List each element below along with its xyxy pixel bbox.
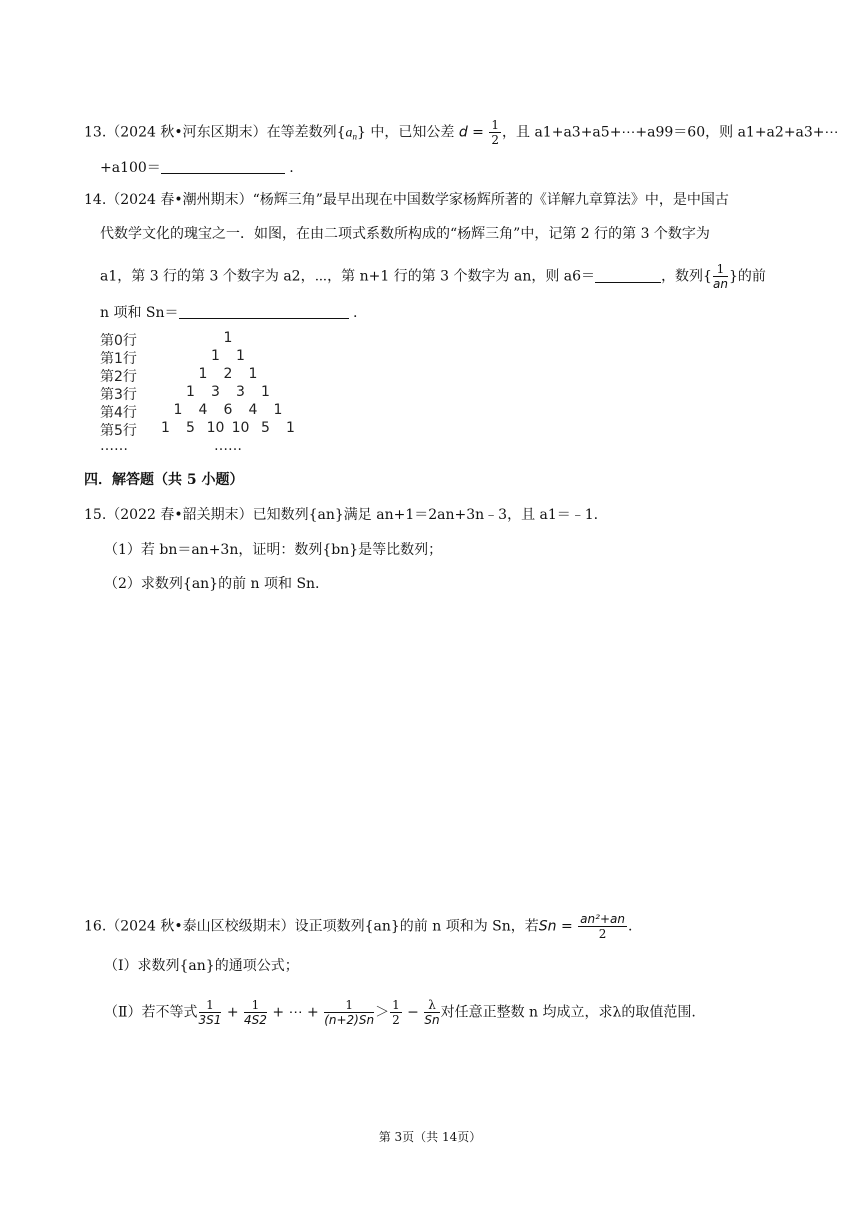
q16-last-term	[324, 998, 374, 1027]
triangle-number: 1	[173, 402, 183, 418]
q16-gt: ＞	[375, 1004, 390, 1021]
triangle-number: 1	[198, 366, 208, 382]
triangle-number: 10	[231, 420, 250, 436]
triangle-row-1	[100, 348, 300, 366]
q14-line1	[84, 190, 729, 210]
triangle-row-0	[100, 330, 300, 348]
triangle-number: 4	[248, 402, 258, 418]
q13-number: 13.	[84, 124, 107, 141]
q15-part2: （2）求数列{an}的前 n 项和 Sn.	[104, 576, 320, 592]
triangle-number: 1	[161, 420, 170, 436]
q16-part1: （Ⅰ）求数列{an}的通项公式；	[104, 958, 299, 974]
q16-plus1: +	[222, 1004, 244, 1021]
q16-line1-end: .	[627, 918, 633, 935]
q16-lam-den: Sn	[424, 1013, 440, 1027]
q16-part2	[104, 998, 696, 1027]
triangle-row-label: 第0行	[100, 333, 137, 349]
q16-minus: −	[402, 1004, 424, 1021]
q16-sn-label: Sn	[538, 918, 557, 935]
triangle-number: 1	[236, 348, 245, 364]
triangle-row-5	[100, 420, 300, 438]
q16-source: （2024 秋•泰山区校级期末）	[106, 918, 295, 935]
triangle-number: 1	[223, 330, 233, 346]
q14-line3	[100, 262, 766, 291]
q15-source: （2022 春•韶关期末）	[106, 507, 253, 523]
q13-text3: ，且 a1+a3+a5+⋯+a99＝60，则 a1+a2+a3+⋯	[502, 124, 839, 141]
triangle-row-2	[100, 366, 300, 384]
q16-part2a: （Ⅱ）若不等式	[104, 1004, 198, 1021]
triangle-number: 1	[248, 366, 258, 382]
q14-line4	[100, 303, 357, 323]
triangle-number: 10	[206, 420, 225, 436]
q13-line1	[84, 118, 839, 147]
triangle-number: 1	[186, 384, 195, 400]
q16-lam-num: λ	[424, 998, 439, 1013]
q16-half	[390, 998, 402, 1027]
q13-answer-blank[interactable]	[161, 159, 285, 174]
q16-last-num: 1	[324, 998, 374, 1013]
q16-last-den: (n+2)Sn	[324, 1013, 375, 1027]
triangle-number: 5	[186, 420, 195, 436]
q13-source: （2024 秋•河东区期末）	[106, 124, 267, 141]
q13-line2-text: +a100＝	[100, 160, 161, 176]
q14-line3a: a1，第 3 行的第 3 个数字为 a2，⋯，第 n+1 行的第 3 个数字为 an，则 a6＝	[100, 268, 596, 285]
q16-part2b: 对任意正整数 n 均成立，求λ的取值范围.	[440, 1004, 696, 1021]
triangle-row-label: 第5行	[100, 423, 137, 439]
q15-line1-text: 已知数列{an}满足 an+1＝2an+3n﹣3，且 a1＝﹣1.	[252, 507, 599, 523]
q14-number: 14.	[84, 192, 107, 208]
q16-plus2: + ⋯ +	[267, 1004, 324, 1021]
q14-frac-den: an	[712, 277, 728, 291]
q16-line1	[84, 912, 632, 941]
yanghui-triangle-figure	[100, 330, 300, 458]
triangle-number: 2	[223, 366, 233, 382]
q15-number: 15.	[84, 507, 107, 523]
q14-source: （2024 春•潮州期末）	[106, 192, 253, 208]
triangle-number: 5	[261, 420, 270, 436]
q14-line4a: n 项和 Sn＝	[100, 305, 179, 321]
q16-term1-num: 1	[199, 998, 222, 1013]
q13-text2: } 中，已知公差	[357, 124, 455, 141]
q14-fraction	[713, 262, 728, 291]
q16-term1-den: 3S1	[198, 1013, 222, 1027]
triangle-row-3	[100, 384, 300, 402]
q13-d-den: 2	[491, 133, 500, 147]
q13-d-num: 1	[491, 118, 500, 132]
q15-part1: （1）若 bn＝an+3n，证明：数列{bn}是等比数列；	[104, 542, 443, 558]
section4-title: 四．解答题（共 5 小题）	[84, 472, 244, 488]
q13-an: a	[345, 125, 353, 141]
triangle-row-4	[100, 402, 300, 420]
q16-line1a: 设正项数列{an}的前 n 项和为 Sn，若	[294, 918, 539, 935]
q16-term2-num: 1	[244, 998, 267, 1013]
triangle-number: 1	[273, 402, 283, 418]
q14-line3c: }的前	[728, 268, 766, 285]
q14-a6-blank[interactable]	[595, 268, 661, 283]
q16-half-den: 2	[392, 1013, 400, 1027]
triangle-number: 1	[211, 348, 220, 364]
triangle-number: 3	[211, 384, 220, 400]
q16-term-1	[199, 998, 222, 1027]
q13-d-label: d	[458, 124, 468, 141]
q14-line2-text: 代数学文化的瑰宝之一．如图，在由二项式系数所构成的“杨辉三角”中，记第 2 行的第 3 个数字为	[100, 226, 710, 242]
triangle-row-label: 第1行	[100, 351, 137, 367]
q14-line1-text: “杨辉三角”最早出现在中国数学家杨辉所著的《详解九章算法》中，是中国古	[252, 192, 729, 208]
q15-line1	[84, 505, 598, 525]
q13-line2-end: .	[284, 160, 294, 176]
q14-sn-blank[interactable]	[179, 304, 349, 319]
triangle-number: 3	[236, 384, 245, 400]
triangle-number: 1	[261, 384, 270, 400]
triangle-number: 1	[286, 420, 295, 436]
page-footer: 第 3页（共 14页）	[378, 1130, 482, 1144]
q13-d-fraction	[489, 118, 501, 147]
q16-sn-fraction	[578, 912, 627, 941]
triangle-ellipsis-row	[100, 438, 300, 456]
triangle-number: 4	[198, 402, 208, 418]
triangle-number: 6	[223, 402, 233, 418]
q14-frac-num: 1	[713, 262, 728, 277]
q16-term2-den: 4S2	[244, 1013, 267, 1027]
q16-number: 16.	[84, 918, 107, 935]
q16-frac-den: 2	[598, 927, 607, 941]
q14-line3b: ，数列{	[661, 268, 712, 285]
q16-term-2	[244, 998, 267, 1027]
q13-d-eq: =	[467, 124, 489, 141]
q14-line2	[100, 224, 710, 244]
q14-line4-end: .	[348, 305, 358, 321]
q13-line2	[100, 158, 294, 178]
q13-an-sub: n	[352, 131, 358, 142]
q16-eq: =	[556, 918, 578, 935]
q16-half-num: 1	[392, 998, 400, 1012]
triangle-row-label: 第3行	[100, 387, 137, 403]
q16-lambda-frac	[424, 998, 439, 1027]
q16-frac-num: an²+an	[580, 912, 625, 926]
triangle-ellipsis-right: ……	[214, 438, 242, 454]
triangle-row-label: 第4行	[100, 405, 137, 421]
triangle-ellipsis-left: ……	[100, 438, 128, 454]
triangle-row-label: 第2行	[100, 369, 137, 385]
q13-text1: 在等差数列{	[266, 124, 346, 141]
